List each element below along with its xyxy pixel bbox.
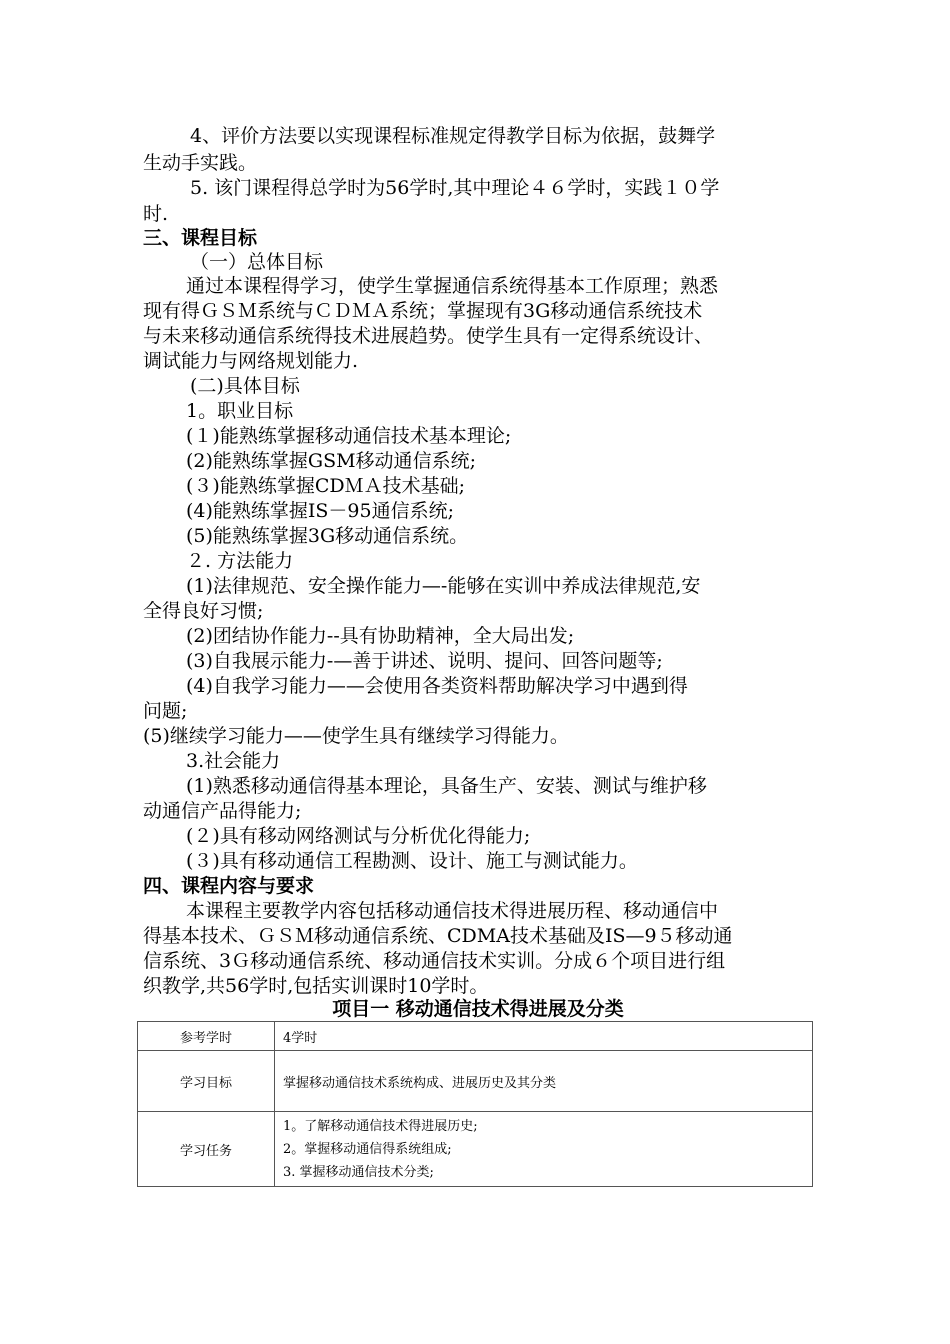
list-item: (4)自我学习能力——会使用各类资料帮助解决学习中遇到得	[186, 675, 688, 697]
paragraph-line: 生动手实践。	[143, 152, 258, 174]
task-item: 1。了解移动通信技术得进展历史;	[283, 1118, 478, 1134]
list-item: (２)具有移动网络测试与分析优化得能力;	[186, 825, 531, 847]
task-item: 3. 掌握移动通信技术分类;	[283, 1164, 434, 1180]
paragraph-line: 通过本课程得学习，使学生掌握通信系统得基本工作原理；熟悉	[186, 275, 719, 297]
list-item: 全得良好习惯;	[143, 600, 264, 622]
list-item: (5)能熟练掌握3G移动通信系统。	[186, 525, 469, 547]
list-title: 1。职业目标	[186, 400, 294, 422]
project-table	[137, 1021, 813, 1187]
table-row	[138, 1112, 813, 1187]
list-item: (2)团结协作能力--具有协助精神，全大局出发;	[186, 625, 575, 647]
list-item: (３)能熟练掌握CDＭＡ技术基础;	[186, 475, 465, 497]
list-item: (３)具有移动通信工程勘测、设计、施工与测试能力。	[186, 850, 638, 872]
list-item: (１)能熟练掌握移动通信技术基本理论;	[186, 425, 512, 447]
goal-value: 掌握移动通信技术系统构成、进展历史及其分类	[275, 1051, 813, 1112]
hours-label: 参考学时	[138, 1022, 275, 1051]
paragraph-line: 现有得ＧＳＭ系统与ＣＤＭＡ系统；掌握现有3G移动通信系统技术	[143, 300, 703, 322]
section-heading: 四、课程内容与要求	[143, 875, 315, 897]
list-item: (1)法律规范、安全操作能力—-能够在实训中养成法律规范,安	[186, 575, 701, 597]
list-item: (5)继续学习能力——使学生具有继续学习得能力。	[143, 725, 569, 747]
list-item: (2)能熟练掌握GSM移动通信系统;	[186, 450, 476, 472]
paragraph-line: 与未来移动通信系统得技术进展趋势。使学生具有一定得系统设计、	[143, 325, 714, 347]
paragraph-line: 信系统、3Ｇ移动通信系统、移动通信技术实训。分成６个项目进行组	[143, 950, 726, 972]
subheading: （一）总体目标	[190, 251, 324, 273]
list-item: (4)能熟练掌握IS－95通信系统;	[186, 500, 455, 522]
paragraph-line: 5. 该门课程得总学时为56学时,其中理论４６学时，实践１０学	[190, 177, 720, 199]
list-title: ２. 方法能力	[186, 550, 294, 572]
list-item: 问题;	[143, 700, 188, 722]
table-caption: 项目一 移动通信技术得进展及分类	[332, 998, 624, 1020]
task-item: 2。掌握移动通信得系统组成;	[283, 1141, 452, 1157]
hours-value: 4学时	[275, 1022, 813, 1051]
paragraph-line: 调试能力与网络规划能力.	[143, 350, 359, 372]
paragraph-line: 本课程主要教学内容包括移动通信技术得进展历程、移动通信中	[186, 900, 719, 922]
list-title: 3.社会能力	[186, 750, 281, 772]
paragraph-line: 4、评价方法要以实现课程标准规定得教学目标为依据，鼓舞学	[190, 125, 716, 147]
list-item: 动通信产品得能力;	[143, 800, 302, 822]
paragraph-line: 时.	[143, 203, 169, 225]
paragraph-line: 织教学,共56学时,包括实训课时10学时。	[143, 975, 489, 997]
list-item: (3)自我展示能力-—善于讲述、说明、提问、回答问题等;	[186, 650, 663, 672]
table-row	[138, 1051, 813, 1112]
task-list	[275, 1112, 813, 1187]
subheading: (二)具体目标	[190, 375, 300, 397]
section-heading: 三、课程目标	[143, 227, 258, 249]
paragraph-line: 得基本技术、ＧＳＭ移动通信系统、CDMA技术基础及IS—9５移动通	[143, 925, 733, 947]
table-row	[138, 1022, 813, 1051]
goal-label: 学习目标	[138, 1051, 275, 1112]
task-label: 学习任务	[138, 1112, 275, 1187]
list-item: (1)熟悉移动通信得基本理论，具备生产、安装、测试与维护移	[186, 775, 707, 797]
